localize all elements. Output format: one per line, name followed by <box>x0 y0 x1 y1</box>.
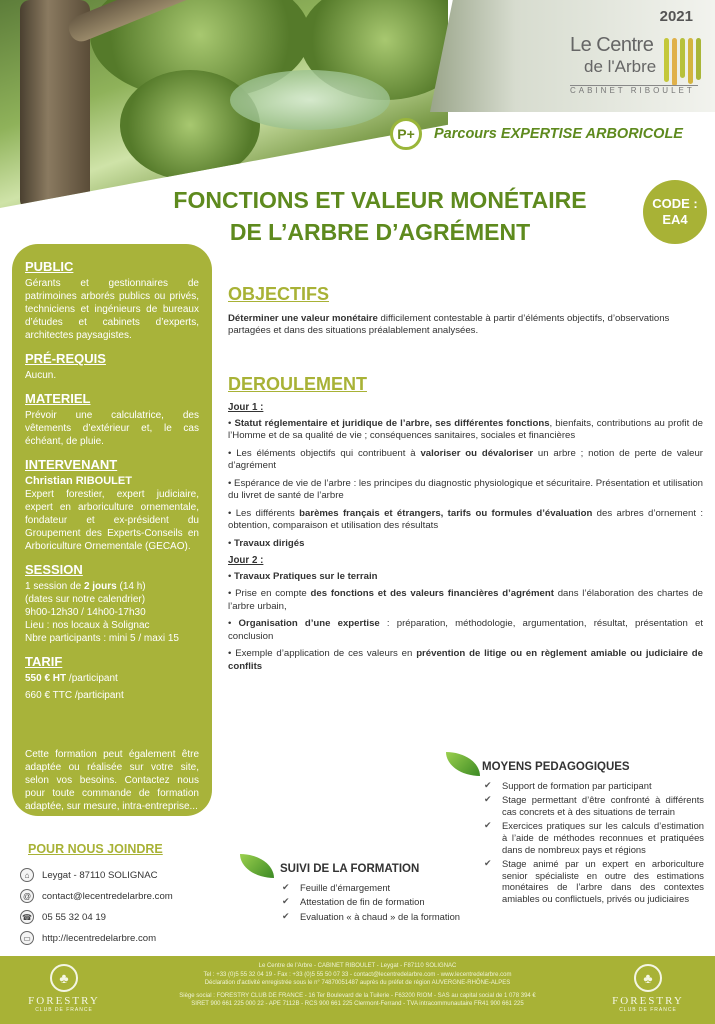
header-photo <box>0 0 448 208</box>
prerequis-heading: PRÉ-REQUIS <box>25 351 106 366</box>
web-icon: ▭ <box>20 931 34 945</box>
parcours-label: Parcours EXPERTISE ARBORICOLE <box>434 126 683 142</box>
session-line5: Nbre participants : mini 5 / maxi 15 <box>25 633 179 644</box>
session-line1: 1 session de 2 jours (14 h) <box>25 581 146 592</box>
moyens-section <box>482 762 704 908</box>
list-item: • Prise en compte des fonctions et des valeurs financières d’agrément dans l’élaboration des chartes de l’arbre urbain, <box>228 588 703 612</box>
list-item: ✔ Stage permettant d’être confronté à différents cas concrets et à des situations de terrain <box>482 794 704 817</box>
footer-line2: Tel : +33 (0)5 55 32 04 19 - Fax : +33 (0)5 55 50 07 33 - contact@lecentredelarbre.com - www.lecentredelarbre.com <box>203 971 512 978</box>
jour1-label: Jour 1 : <box>228 402 264 413</box>
title-line2: DE L’ARBRE D’AGRÉMENT <box>229 219 531 245</box>
email-link[interactable]: contact@lecentredelarbre.com <box>42 890 173 902</box>
list-item: ✔ Stage animé par un expert en arboriculture senior spécialiste en outre des estimations monétaires de l’arbre dans des contextes amiables ou conflictuels, privés ou judiciaires <box>482 858 704 904</box>
list-item: • Organisation d’une expertise : préparation, méthodologie, argumentation, résultat, présentation et conclusion <box>228 618 703 642</box>
prerequis-text: Aucun. <box>25 370 57 381</box>
logo-line3: CABINET RIBOULET <box>570 86 695 95</box>
info-sidebar <box>12 244 212 816</box>
logo-line2: de l'Arbre <box>584 57 657 76</box>
code-label: CODE : <box>652 196 698 211</box>
forestry-sub: CLUB DE FRANCE <box>619 1007 677 1013</box>
code-value: EA4 <box>662 212 688 227</box>
footer-text <box>110 962 605 1009</box>
session-line3: 9h00-12h30 / 14h00-17h30 <box>25 607 146 618</box>
moyens-title: MOYENS PEDAGOGIQUES <box>482 761 630 773</box>
deroulement-heading: DEROULEMENT <box>228 373 367 394</box>
logo-line1: Le Centre <box>570 34 654 56</box>
footer-line4: Siège social : FORESTRY CLUB DE FRANCE - 16 Ter Boulevard de la Tuilerie - F63200 RIOM - SAS au capital social de 1 078 394 € <box>179 992 536 999</box>
contact-web[interactable] <box>20 931 156 945</box>
code-badge <box>643 180 707 244</box>
phone-icon: ☎ <box>20 910 34 924</box>
list-item: ✔ Attestation de fin de formation <box>280 896 465 908</box>
list-item: • Statut réglementaire et juridique de l’arbre, ses différentes fonctions, bienfaits, contributions au profit de l’Homme et de sa qualité de vie ; conséquences sanitaires, sociales et financières <box>228 417 703 441</box>
page-footer <box>0 956 715 1024</box>
forestry-name: FORESTRY <box>28 995 100 1007</box>
list-item: • Les différents barèmes français et étrangers, tarifs ou formules d’évaluation des arbres d’ornement : obtention, comparaison et utilisation des résultats <box>228 507 704 531</box>
tree-icon: ♣ <box>634 964 662 992</box>
tarif-heading: TARIF <box>25 654 63 669</box>
contact-heading: POUR NOUS JOINDRE <box>28 842 163 856</box>
location-icon: ⌂ <box>20 868 34 882</box>
list-item: • Espérance de vie de l’arbre : les principes du diagnostic physiologique et sécuritaire. Présentation et utilisation du livret de santé de l’arbre <box>228 477 704 501</box>
phone-text[interactable]: 05 55 32 04 19 <box>42 911 107 923</box>
list-item: • Travaux Pratiques sur le terrain <box>228 570 378 582</box>
suivi-title: SUIVI DE LA FORMATION <box>280 863 420 875</box>
intervenant-heading: INTERVENANT <box>25 457 118 472</box>
jour2-label: Jour 2 : <box>228 555 264 566</box>
footer-line5: SIRET 900 661 225 000 22 - APE 7112B - RCS 900 661 225 Clermont-Ferrand - TVA intracommunautaire FR41 900 661 225 <box>191 1001 524 1008</box>
parcours-banner <box>390 118 683 150</box>
title-line1: FONCTIONS ET VALEUR MONÉTAIRE <box>173 187 587 213</box>
public-heading: PUBLIC <box>25 259 74 274</box>
list-item: • Travaux dirigés <box>228 537 305 549</box>
forestry-sub: CLUB DE FRANCE <box>35 1007 93 1013</box>
forestry-logo-left <box>24 964 104 1013</box>
intervenant-text: Expert forestier, expert judiciaire, expert en arboriculture ornementale, fondateur et ex-président du Groupement des Experts-Conseils en Arboriculture Ornementale (GECAO). <box>25 489 199 552</box>
contact-email[interactable] <box>20 889 173 903</box>
list-item: ✔ Support de formation par participant <box>482 780 704 792</box>
tree-icon: ♣ <box>50 964 78 992</box>
list-item: ✔ Feuille d’émargement <box>280 882 465 894</box>
session-heading: SESSION <box>25 562 83 577</box>
footer-line1: Le Centre de l’Arbre - CABINET RIBOULET - Leygat - F87110 SOLIGNAC <box>258 963 457 969</box>
parcours-plus-icon: P+ <box>390 118 422 150</box>
adapt-text: Cette formation peut également être adaptée ou réalisée sur votre site, selon vos besoins. Contactez nous pour toute commande de formation adaptée, sur mesure, intra-entreprise... <box>25 749 199 812</box>
web-link[interactable]: http://lecentredelarbre.com <box>42 932 157 944</box>
year-label: 2021 <box>659 8 693 25</box>
session-line2: (dates sur notre calendrier) <box>25 594 146 605</box>
list-item: • Exemple d’application de ces valeurs en prévention de litige ou en règlement amiable ou judiciaire de conflits <box>228 648 703 672</box>
objectifs-text: Déterminer une valeur monétaire difficilement contestable à partir d’éléments objectifs, d’observations partagées et dans des situations préalablement analysées. <box>228 312 670 336</box>
page-title <box>120 184 640 248</box>
suivi-list <box>280 882 465 923</box>
list-item: ✔ Exercices pratiques sur les calculs d’estimation à l’aide de méthodes reconnues et pratiquées dans de nombreux pays et régions <box>482 820 704 855</box>
materiel-heading: MATERIEL <box>25 391 91 406</box>
list-item: ✔ Evaluation « à chaud » de la formation <box>280 911 465 923</box>
tarif-ht: 550 € HT /participant <box>25 673 118 684</box>
contact-phone[interactable] <box>20 910 106 924</box>
address-text: Leygat - 87110 SOLIGNAC <box>42 869 158 881</box>
contact-address <box>20 868 158 882</box>
forestry-name: FORESTRY <box>612 995 684 1007</box>
logo-divider <box>570 85 698 86</box>
session-line4: Lieu : nos locaux à Solignac <box>25 620 150 631</box>
intervenant-name: Christian RIBOULET <box>25 475 132 487</box>
tarif-ttc: 660 € TTC /participant <box>25 690 124 701</box>
materiel-text: Prévoir une calculatrice, des vêtements d’extérieur et, le cas échéant, de pluie. <box>25 410 199 447</box>
forestry-logo-right <box>608 964 688 1013</box>
leaf-icon <box>240 854 274 878</box>
footer-line3: Déclaration d’activité enregistrée sous le n° 74870051487 auprès du préfet de région AUVERGNE-RHÔNE-ALPES <box>204 980 511 987</box>
main-content <box>228 284 704 678</box>
public-text: Gérants et gestionnaires de patrimoines arborés publics ou privés, techniciens et ingénieurs de bureaux d’études et cabinets d’experts, architectes paysagistes. <box>25 278 199 341</box>
moyens-list <box>482 780 704 905</box>
suivi-section <box>280 864 465 925</box>
logo-bars-icon <box>664 38 701 86</box>
objectifs-heading: OBJECTIFS <box>228 284 330 304</box>
leaf-icon <box>446 752 480 776</box>
list-item: • Les éléments objectifs qui contribuent à valoriser ou dévaloriser un arbre ; notion de perte de valeur d’agrément <box>228 447 703 471</box>
email-icon: @ <box>20 889 34 903</box>
